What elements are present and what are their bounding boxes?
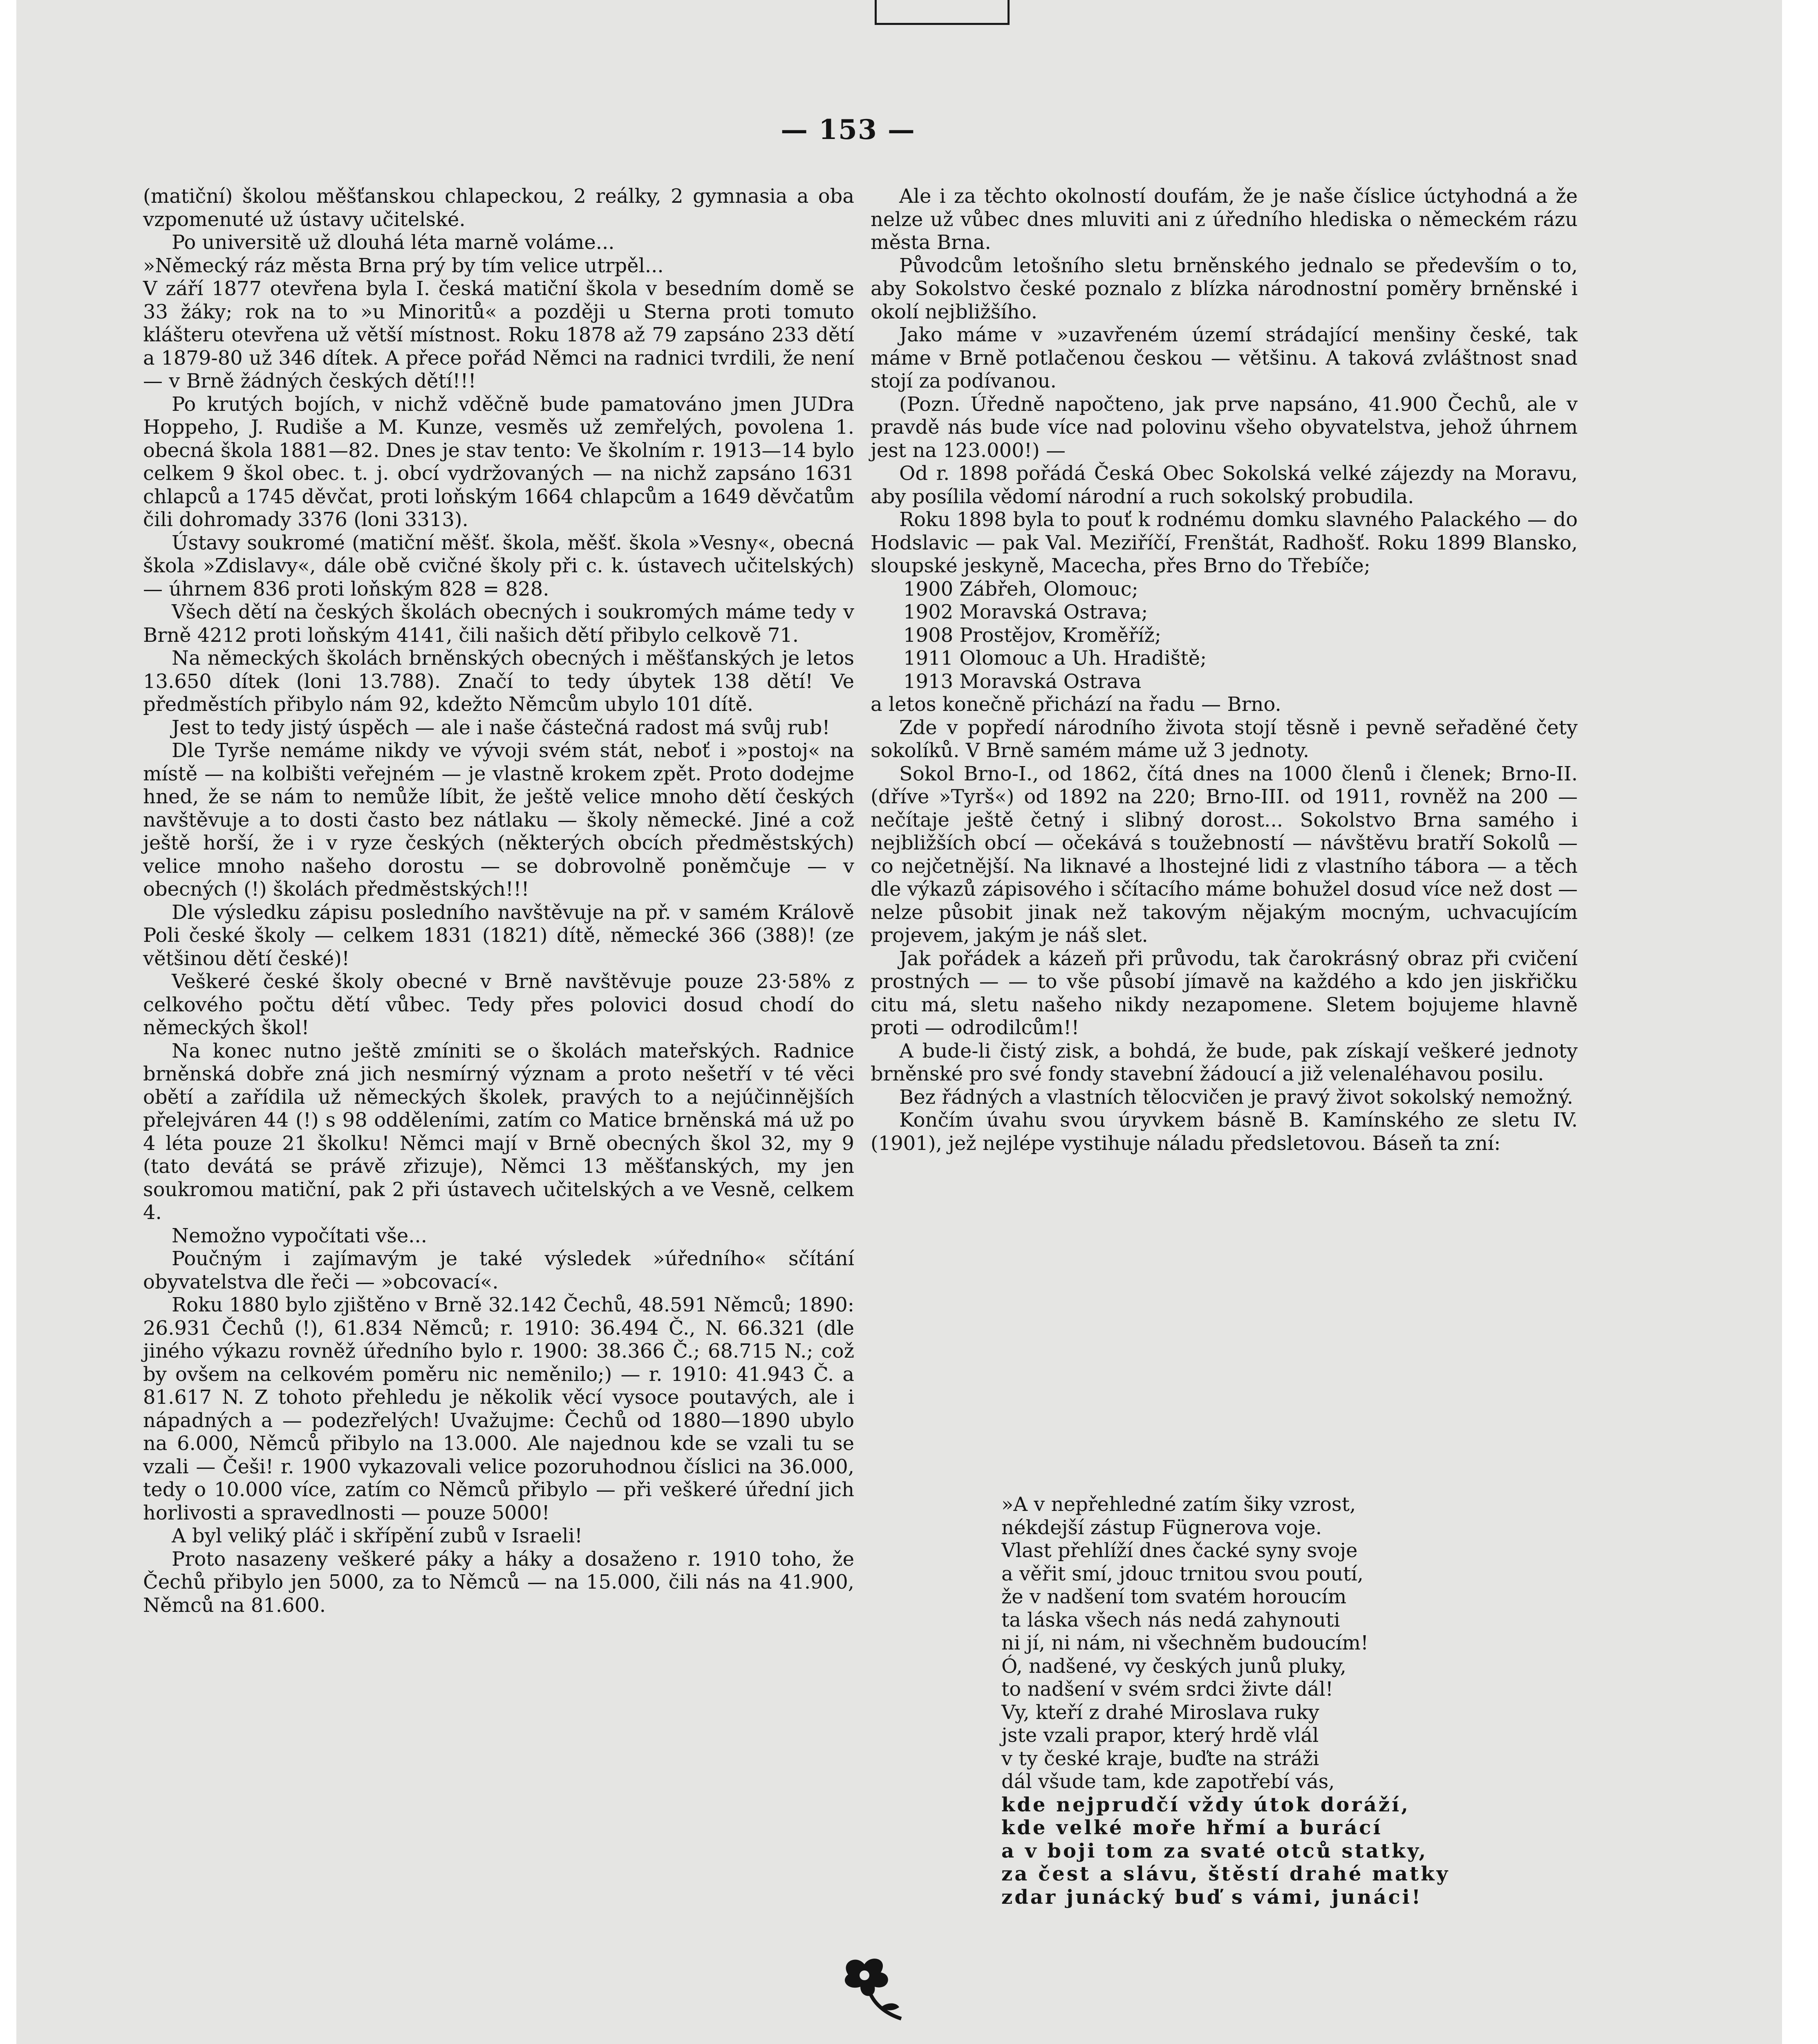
poem-line: ta láska všech nás nedá zahynouti [1001, 1608, 1340, 1632]
poem-line: ni jí, ni nám, ni všechněm budoucím! [1001, 1632, 1369, 1654]
paragraph: A byl veliký pláč i skřípění zubů v Israeli! [172, 1524, 583, 1547]
paragraph: Jak pořádek a kázeň při průvodu, tak čarokrásný obraz při cvičení prostných — — to vše působí jímavě na každého a kdo jen jiskřičku citu má, sletu našeho nikdy nezapomene. Sletem bojujeme hlavně proti — odrodilcům!! [871, 947, 1578, 1039]
paragraph: Sokol Brno-I., od 1862, čítá dnes na 1000 členů i členek; Brno-II. (dříve »Tyrš«) od 1892 na 220; Brno-III. od 1911, rovněž na 200 — nečítaje ještě četný i slibný dorost... Sokolstvo Brna samého i nejbližších obcí — očekává s toužebností — návštěvu bratří Sokolů — co nejčetnější. Na liknavé a lhostejné lidi z vlastního tábora — a těch dle výkazů zápisového i sčítacího máme bohužel dosud více než dost — nelze působit jinak než takovým nějakým mocným, uchvacujícím projevem, jakým je náš slet. [871, 762, 1578, 947]
paragraph: 1911 Olomouc a Uh. Hradiště; [903, 647, 1207, 670]
poem-line: »A v nepřehledné zatím šiky vzrost, [1001, 1493, 1356, 1516]
paragraph: Ale i za těchto okolností doufám, že je naše číslice úctyhodná a že nelze už vůbec dnes mluviti ani z úředního hlediska o německém rázu města Brna. [871, 185, 1578, 254]
paragraph: 1902 Moravská Ostrava; [903, 601, 1148, 623]
poem-line: dál všude tam, kde zapotřebí vás, [1001, 1770, 1335, 1793]
poem-line: Vy, kteří z drahé Miroslava ruky [1001, 1701, 1319, 1724]
poem-line: a v boji tom za svaté otců statky, [1001, 1839, 1428, 1862]
paragraph: 1908 Prostějov, Kroměříž; [903, 623, 1161, 647]
poem-line: zdar junácký buď s vámi, junáci! [1001, 1885, 1422, 1909]
paragraph: Roku 1898 byla to pouť k rodnému domku slavného Palackého — do Hodslavic — pak Val. Meziříčí, Frenštát, Radhošť. Roku 1899 Blansko, sloupské jeskyně, Macecha, přes Brno do Třebíče; [871, 508, 1578, 577]
paragraph: V září 1877 otevřena byla I. česká matiční škola v besedním domě se 33 žáky; rok na to »u Minoritů« a později u Sterna proti tomuto klášteru otevřena už větší místnost. Roku 1878 až 79 zapsáno 233 dětí a 1879-80 už 346 dítek. A přece pořád Němci na radnici tvrdili, že není — v Brně žádných českých dětí!!! [143, 277, 854, 392]
registration-mark [875, 0, 1010, 25]
paragraph: Roku 1880 bylo zjištěno v Brně 32.142 Čechů, 48.591 Němců; 1890: 26.931 Čechů (!), 61.834 Němců; r. 1910: 36.494 Č., N. 66.321 (dle jiného výkazu rovněž úředního bylo r. 1900: 38.366 Č.; 68.715 N.; což by ovšem na celkovém poměru nic neměnilo;) — r. 1910: 41.943 Č. a 81.617 N. Z tohoto přehledu je několik věcí vysoce poutavých, ale i nápadných a — podezřelých! Uvažujme: Čechů od 1880—1890 ubylo na 6.000, Němců přibylo na 13.000. Ale najednou kde se vzali tu se vzali — Češi! r. 1900 vykazovali velice pozoruhodnou číslici na 36.000, tedy o 10.000 více, zatím co Němců přibylo — při veškeré úřední jich horlivosti a spravedlnosti — pouze 5000! [143, 1293, 854, 1524]
scan-margin-left [0, 0, 16, 2044]
paragraph: Ústavy soukromé (matiční měšť. škola, měšť. škola »Vesny«, obecná škola »Zdislavy«, dále obě cvičné školy při c. k. ústavech učitelských) — úhrnem 836 proti loňským 828 = 828. [143, 531, 854, 601]
paragraph: Proto nasazeny veškeré páky a háky a dosaženo r. 1910 toho, že Čechů přibylo jen 5000, za to Němců — na 15.000, čili nás na 41.900, Němců na 81.600. [143, 1547, 854, 1617]
paragraph: 1913 Moravská Ostrava [903, 670, 1142, 693]
paragraph: Původcům letošního sletu brněnského jednalo se především o to, aby Sokolstvo české poznalo z blízka národnostní poměry brněnské i okolí nejbližšího. [871, 254, 1578, 323]
paragraph: Veškeré české školy obecné v Brně navštěvuje pouze 23·58% z celkového počtu dětí vůbec. Tedy přes polovici dosud chodí do německých škol! [143, 970, 854, 1039]
paragraph: Na konec nutno ještě zmíniti se o školách mateřských. Radnice brněnská dobře zná jich nesmírný význam a proto nešetří v té věci obětí a zařídila už německých školek, pravých to a nejúčinnějších přelejváren 44 (!) s 98 odděleními, zatím co Matice brněnská má už po 4 léta pouze 21 školku! Němci mají v Brně obecných škol 32, my 9 (tato devátá se právě zřizuje), Němci 13 měšťanských, my jen soukromou matiční, pak 2 při ústavech učitelských a ve Vesně, celkem 4. [143, 1039, 854, 1224]
poem-line: Vlast přehlíží dnes čacké syny svoje [1001, 1539, 1358, 1562]
poem-line: a věřit smí, jdouc trnitou svou poutí, [1001, 1562, 1364, 1585]
paragraph: Nemožno vypočítati vše... [172, 1224, 428, 1247]
poem-line: kde velké moře hřmí a burácí [1001, 1816, 1383, 1839]
poem-line: v ty české kraje, buďte na stráži [1001, 1747, 1319, 1770]
right-text-column [871, 185, 1578, 1155]
scan-margin-right [1782, 0, 1818, 2044]
floral-ornament-icon [832, 1946, 905, 2024]
poem-line: že v nadšení tom svatém horoucím [1001, 1585, 1347, 1608]
paragraph: Po krutých bojích, v nichž vděčně bude pamatováno jmen JUDra Hoppeho, J. Rudiše a M. Kunze, vesměs už zemřelých, povolena 1. obecná škola 1881—82. Dnes je stav tento: Ve školním r. 1913—14 bylo celkem 9 škol obec. t. j. obcí vydržovaných — na nichž zapsáno 1631 chlapců a 1745 děvčat, proti loňským 1664 chlapcům a 1649 děvčatům čili dohromady 3376 (loni 3313). [143, 392, 854, 531]
paragraph: Bez řádných a vlastních tělocvičen je pravý život sokolský nemožný. [899, 1085, 1573, 1109]
poem-excerpt [1001, 1493, 1565, 1909]
paragraph: Končím úvahu svou úryvkem básně B. Kamínského ze sletu IV. (1901), jež nejlépe vystihuje náladu předsletovou. Báseň ta zní: [871, 1109, 1578, 1155]
paragraph: (matiční) školou měšťanskou chlapeckou, 2 reálky, 2 gymnasia a oba vzpomenuté už ústavy učitelské. [143, 185, 854, 231]
paragraph: Dle výsledku zápisu posledního navštěvuje na př. v samém Králově Poli české školy — celkem 1831 (1821) dítě, německé 366 (388)! (ze většinou dětí české)! [143, 901, 854, 970]
paragraph: a letos konečně přichází na řadu — Brno. [871, 693, 1281, 716]
paragraph: Jako máme v »uzavřeném území strádající menšiny české, tak máme v Brně potlačenou českou — většinu. A taková zvláštnost snad stojí za podívanou. [871, 323, 1578, 392]
paragraph: Zde v popředí národního života stojí těsně i pevně seřaděné čety sokolíků. V Brně samém máme už 3 jednoty. [871, 716, 1578, 762]
paragraph: Po universitě už dlouhá léta marně voláme... [172, 231, 615, 254]
poem-line: za čest a slávu, štěstí drahé matky [1001, 1862, 1450, 1885]
paragraph: Dle Tyrše nemáme nikdy ve vývoji svém stát, neboť i »postoj« na místě — na kolbišti veřejném — je vlastně krokem zpět. Proto dodejme hned, že se nám to nemůže líbit, že ještě velice mnoho dětí českých navštěvuje a to dosti často bez nátlaku — školy německé. Jiné a což ještě horší, že i v ryze českých (některých obcích předměstských) velice mnoho našeho dorostu — se dobrovolně poněmčuje — v obecných (!) školách předměstských!!! [143, 739, 854, 901]
paragraph: (Pozn. Úředně napočteno, jak prve napsáno, 41.900 Čechů, ale v pravdě nás bude více nad polovinu všeho obyvatelstva, jehož úhrnem jest na 123.000!) — [871, 392, 1578, 462]
paragraph: Jest to tedy jistý úspěch — ale i naše částečná radost má svůj rub! [172, 716, 830, 739]
paragraph: 1900 Zábřeh, Olomouc; [903, 577, 1138, 601]
paragraph: Na německých školách brněnských obecných i měšťanských je letos 13.650 dítek (loni 13.788). Značí to tedy úbytek 138 dětí! Ve předměstích přibylo nám 92, kdežto Němcům ubylo 101 dítě. [143, 647, 854, 716]
poem-line: to nadšení v svém srdci živte dál! [1001, 1678, 1334, 1701]
paragraph: A bude-li čistý zisk, a bohdá, že bude, pak získají veškeré jednoty brněnské pro své fondy stavební žádoucí a již velenaléhavou posilu. [871, 1039, 1578, 1085]
poem-line: kde nejprudčí vždy útok doráží, [1001, 1793, 1410, 1816]
poem-line: Ó, nadšené, vy českých junů pluky, [1001, 1654, 1346, 1678]
page-number: — 153 — [781, 114, 916, 146]
left-text-column [143, 185, 854, 1617]
poem-line: nékdejší zástup Fügnerova voje. [1001, 1516, 1322, 1539]
paragraph: Poučným i zajímavým je také výsledek »úředního« sčítání obyvatelstva dle řeči — »obcovací«. [143, 1247, 854, 1293]
poem-line: jste vzali prapor, který hrdě vlál [1001, 1724, 1319, 1747]
paragraph: Všech dětí na českých školách obecných i soukromých máme tedy v Brně 4212 proti loňským 4141, čili našich dětí přibylo celkově 71. [143, 601, 854, 647]
paragraph: Od r. 1898 pořádá Česká Obec Sokolská velké zájezdy na Moravu, aby posílila vědomí národní a ruch sokolský probudila. [871, 462, 1578, 508]
paragraph: »Německý ráz města Brna prý by tím velice utrpěl... [143, 254, 664, 277]
